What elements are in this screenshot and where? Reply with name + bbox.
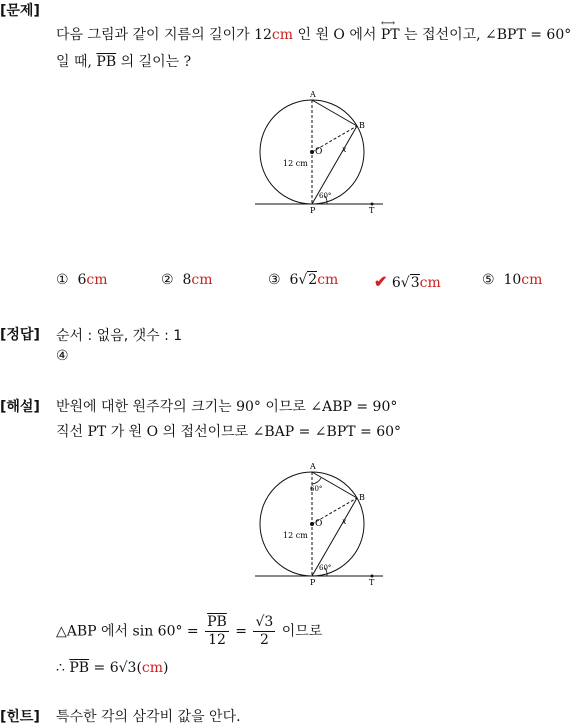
label-t: T (369, 206, 375, 215)
equation-line: △ABP 에서 sin 60° = $\frac{\overline{PB}}{12}$ = $\frac{√3}{2}$ 이므로 (56, 614, 323, 648)
solution-figure (255, 460, 385, 590)
center-dot (310, 150, 314, 154)
label-12cm: 12 cm (283, 159, 308, 168)
fraction-sqrt3-2: $\frac{√3}{2}$ (255, 614, 274, 648)
answer-line-1: 순서 : 없음, 갯수 : 1 (56, 328, 183, 344)
choice-5[interactable]: ⑤ 10cm (482, 272, 543, 288)
problem-label: [문제] (0, 3, 40, 19)
label-p: P (310, 206, 316, 215)
conclusion-line: ∴ $\overline{PB} = 6√3(cm)$ (56, 660, 169, 676)
segment-pt: PT (380, 27, 400, 43)
hint-label: [힌트] (0, 709, 40, 725)
checkmark-icon: ✔ (374, 272, 388, 291)
choice-1[interactable]: ① 6cm (56, 272, 108, 288)
svg-text:P: P (310, 578, 316, 587)
circle-figure (255, 88, 385, 218)
problem-text: 인 원 O 에서 (293, 27, 381, 43)
diameter-value: 12 (254, 27, 272, 43)
problem-line-1: 다음 그림과 같이 지름의 길이가 12cm 인 원 O 에서 ⟷ PT 는 접선이고, ∠BPT = 60° (56, 18, 572, 43)
label-x: x (342, 145, 347, 154)
solution-label: [해설] (0, 399, 40, 415)
label-60: 60° (319, 192, 332, 200)
problem-text: 는 접선이고, ∠BPT = 60° (399, 27, 572, 43)
hint-text: 특수한 각의 삼각비 값을 안다. (56, 709, 241, 725)
label-a: A (310, 90, 316, 99)
svg-text:T: T (369, 578, 375, 587)
svg-text:12 cm: 12 cm (283, 531, 308, 540)
answer-line-2: ④ (56, 348, 69, 364)
choice-2[interactable]: ② 8cm (161, 272, 213, 288)
label-o: O (315, 147, 323, 157)
label-60-top: 60° (310, 485, 323, 493)
svg-text:60°: 60° (319, 564, 332, 572)
svg-text:A: A (310, 462, 316, 471)
solution-line-1: 반원에 대한 원주각의 크기는 90° 이므로 ∠ABP = 90° (56, 399, 398, 415)
fraction-pb-12: $\frac{\overline{PB}}{12}$ (207, 614, 227, 648)
diameter-unit: cm (271, 27, 294, 43)
problem-text: 다음 그림과 같이 지름의 길이가 (56, 27, 255, 43)
segment-pb: $\overline{PB}$ (96, 54, 117, 70)
problem-line-2: 일 때, $\overline{PB}$ 의 길이는 ? (56, 54, 192, 70)
label-b: B (359, 121, 365, 130)
answer-label: [정답] (0, 327, 40, 343)
choice-4-selected[interactable]: ✔ 6√3cm (374, 272, 441, 291)
solution-line-2: 직선 PT 가 원 O 의 접선이므로 ∠BAP = ∠BPT = 60° (56, 424, 402, 440)
segment-ab (312, 100, 357, 126)
choice-3[interactable]: ③ 6√2cm (268, 272, 339, 288)
svg-text:B: B (359, 493, 365, 502)
svg-text:x: x (342, 517, 347, 526)
svg-text:O: O (315, 519, 323, 529)
